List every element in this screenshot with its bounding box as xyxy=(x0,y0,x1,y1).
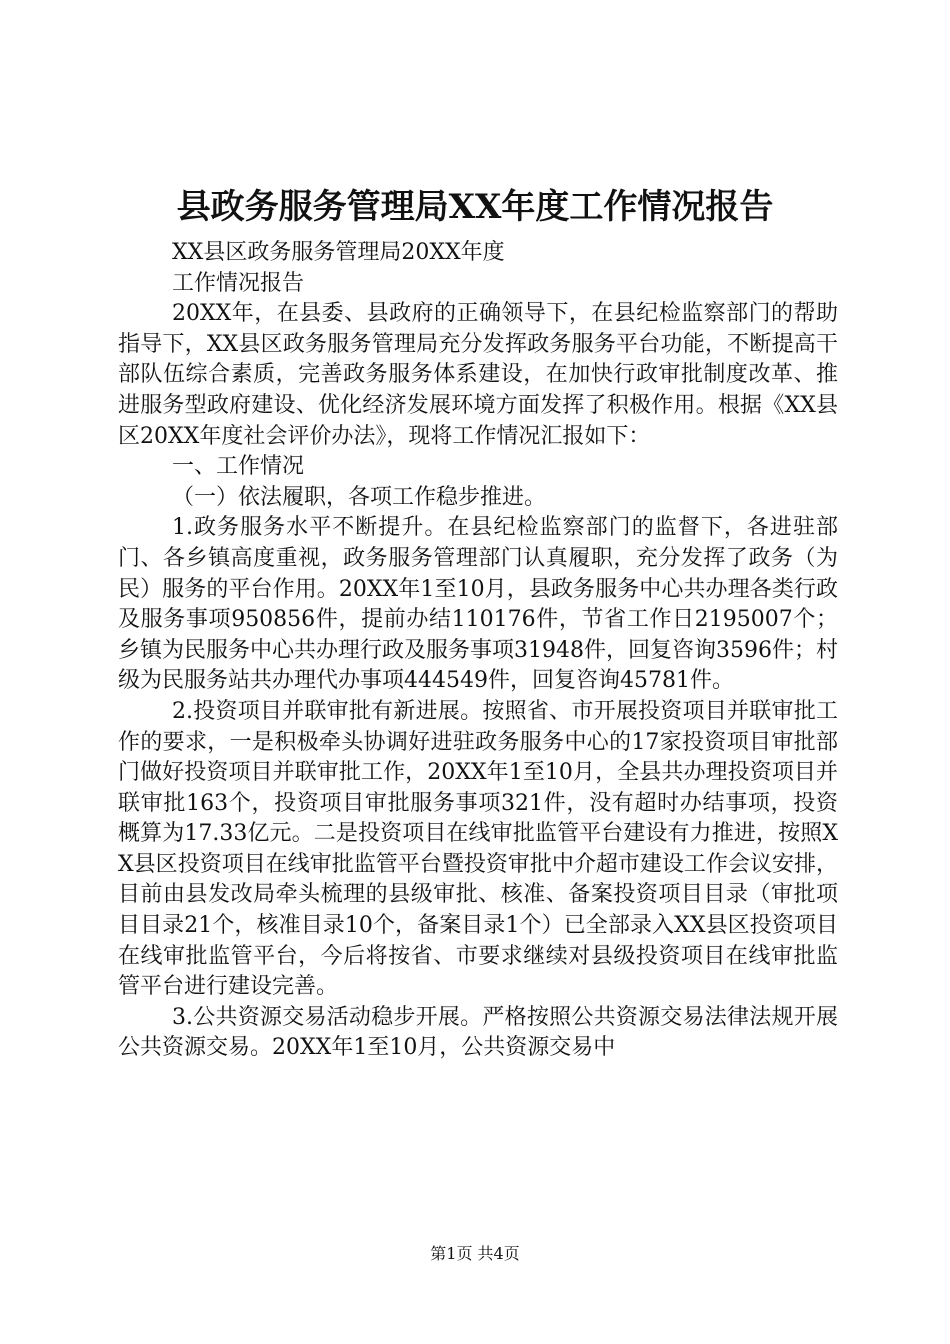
section-heading: 一、工作情况 xyxy=(172,454,305,480)
page-footer: 第1页 共4页 xyxy=(430,1244,520,1263)
document-title: 县政务服务管理局XX年度工作情况报告 xyxy=(176,187,774,227)
subsection-heading: （一）依法履职，各项工作稳步推进。 xyxy=(172,484,547,510)
document-body xyxy=(118,238,838,1064)
subtitle-line-2: 工作情况报告 xyxy=(172,270,305,296)
intro-paragraph: 20XX年，在县委、县政府的正确领导下，在县纪检监察部门的帮助指导下，XX县区政务服务管理局充分发挥政务服务平台功能，不断提高干部队伍综合素质，完善政务服务体系建设，在加快行政审批制度改革、推进服务型政府建设、优化经济发展环境方面发挥了积极作用。根据《XX县区20XX年度社会评价办法》，现将工作情况汇报如下： xyxy=(118,301,838,449)
subtitle-line-1: XX县区政务服务管理局20XX年度 xyxy=(172,240,505,265)
paragraph-item-2: 2.投资项目并联审批有新进展。按照省、市开展投资项目并联审批工作的要求，一是积极牵头协调好进驻政务服务中心的17家投资项目审批部门做好投资项目并联审批工作，20XX年1至10月，全县共办理投资项目并联审批163个，投资项目审批服务事项321件，没有超时办结事项，投资概算为17.33亿元。二是投资项目在线审批监管平台建设有力推进，按照XX县区投资项目在线审批监管平台暨投资审批中介超市建设工作会议安排，目前由县发改局牵头梳理的县级审批、核准、备案投资项目目录（审批项目目录21个，核准目录10个，备案目录1个）已全部录入XX县区投资项目在线审批监管平台，今后将按省、市要求继续对县级投资项目在线审批监管平台进行建设完善。 xyxy=(118,698,838,1000)
paragraph-item-1: 1.政务服务水平不断提升。在县纪检监察部门的监督下，各进驻部门、各乡镇高度重视，政务服务管理部门认真履职，充分发挥了政务（为民）服务的平台作用。20XX年1至10月，县政务服务中心共办理各类行政及服务事项950856件，提前办结110176件，节省工作日2195007个；乡镇为民服务中心共办理行政及服务事项31948件，回复咨询3596件；村级为民服务站共办理代办事项444549件，回复咨询45781件。 xyxy=(118,515,838,694)
paragraph-item-3: 3.公共资源交易活动稳步开展。严格按照公共资源交易法律法规开展公共资源交易。20XX年1至10月，公共资源交易中 xyxy=(118,1004,838,1061)
